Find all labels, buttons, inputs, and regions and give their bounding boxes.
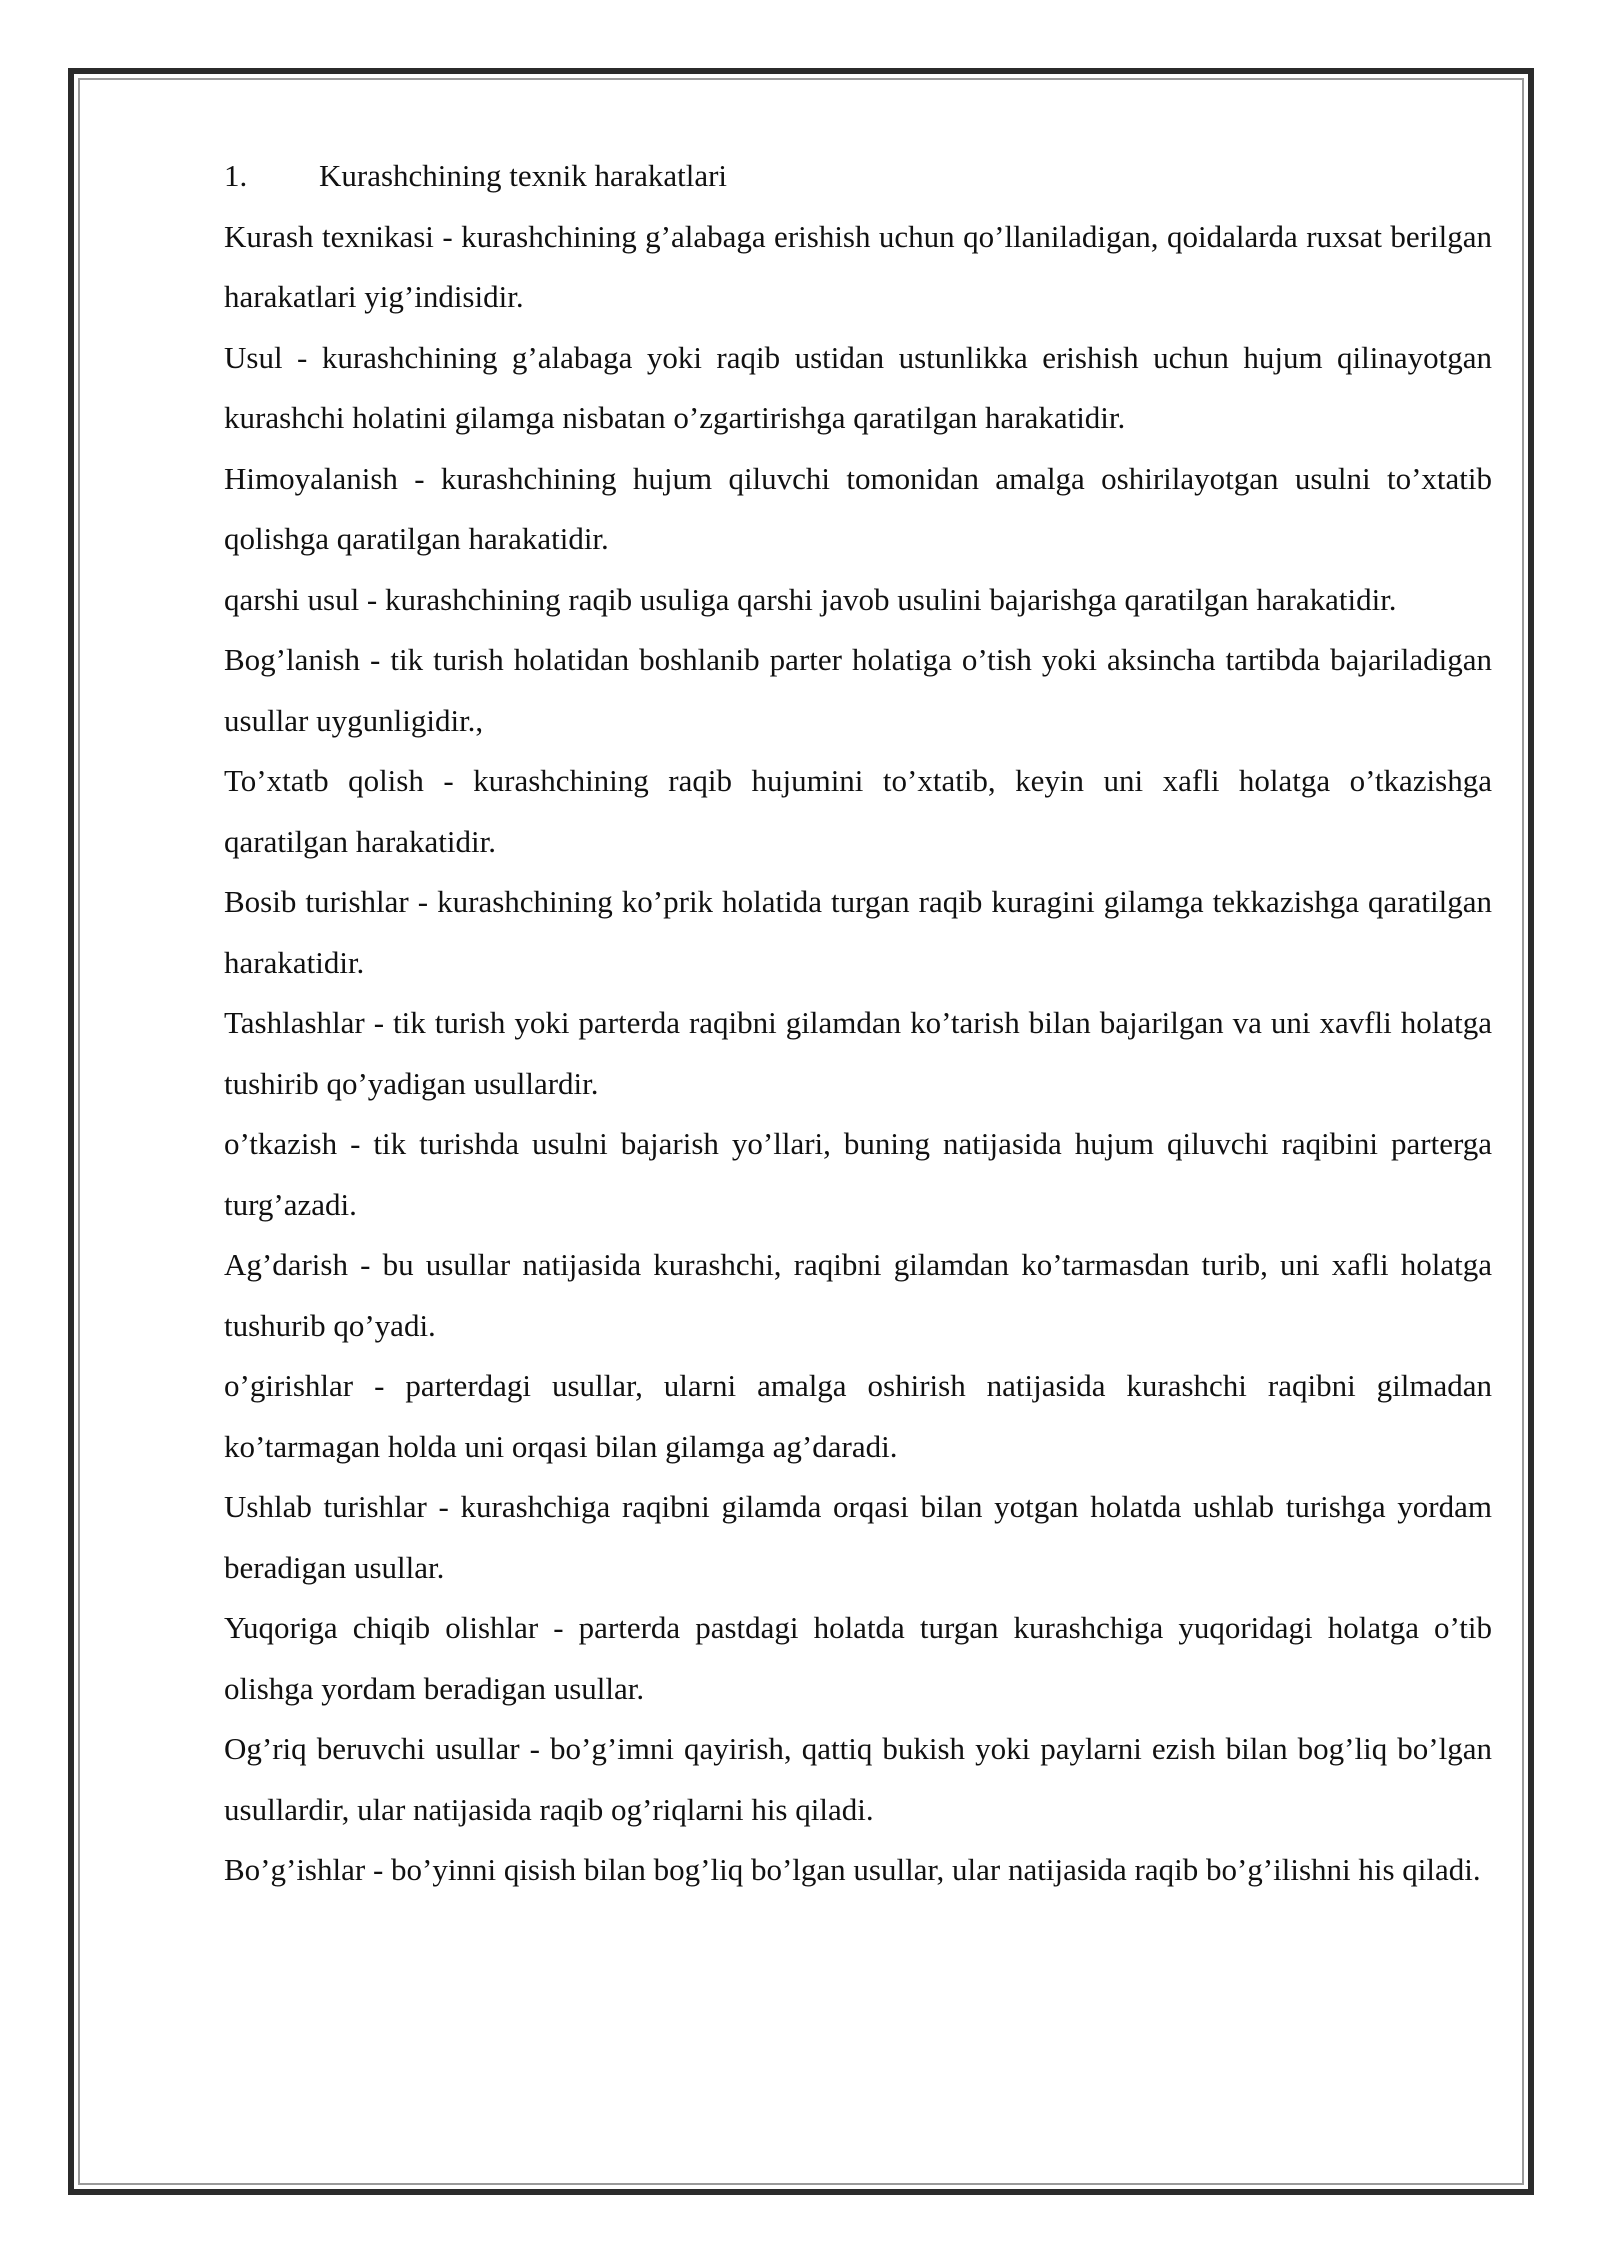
paragraph-tashlashlar: Tashlashlar - tik turish yoki parterda raqibni gilamdan ko’tarish bilan bajarilgan va uni xavfli holatga tushirib qo’yadigan usullardir. [224,1005,1492,1101]
paragraph-kurash-texnikasi: Kurash texnikasi - kurashchining g’alabaga erishish uchun qo’llaniladigan, qoidalarda ruxsat berilgan harakatlari yig’indisidir. [224,218,1492,314]
paragraph-ushlab-turishlar: Ushlab turishlar - kurashchiga raqibni gilamda orqasi bilan yotgan holatda ushlab turishga yordam beradigan usullar. [224,1489,1492,1585]
paragraph-bosib-turishlar: Bosib turishlar - kurashchining ko’prik holatida turgan raqib kuragini gilamga tekkazishga qaratilgan harakatidir. [224,884,1492,980]
paragraph-boglanish: Bog’lanish - tik turish holatidan boshlanib parter holatiga o’tish yoki aksincha tartibda bajariladigan usullar uygunligidir., [224,642,1492,738]
paragraph-ogirishlar: o’girishlar - parterdagi usullar, ularni amalga oshirish natijasida kurashchi raqibni gilmadan ko’tarmagan holda uni orqasi bilan gilamga ag’daradi. [224,1368,1492,1464]
paragraph-ogriq-beruvchi: Og’riq beruvchi usullar - bo’g’imni qayirish, qattiq bukish yoki paylarni ezish bilan bog’liq bo’lgan usullardir, ular natijasida raqib og’riqlarni his qiladi. [224,1731,1492,1827]
section-number: 1. [224,158,248,193]
paragraph-bogishlar: Bo’g’ishlar - bo’yinni qisish bilan bog’liq bo’lgan usullar, ular natijasida raqib bo’g’ilishni his qiladi. [224,1852,1481,1887]
paragraph-qarshi-usul: qarshi usul - kurashchining raqib usuliga qarshi javob usulini bajarishga qaratilgan harakatidir. [224,581,1397,617]
paragraph-yuqoriga-chiqib: Yuqoriga chiqib olishlar - parterda pastdagi holatda turgan kurashchiga yuqoridagi holatga o’tib olishga yordam beradigan usullar. [224,1610,1492,1706]
paragraph-himoyalanish: Himoyalanish - kurashchining hujum qiluvchi tomonidan amalga oshirilayotgan usulni to’xtatib qolishga qaratilgan harakatidir. [224,460,1492,556]
section-title: Kurashchining texnik harakatlari [319,158,728,193]
paragraph-toxtatb-qolish: To’xtatb qolish - kurashchining raqib hujumini to’xtatib, keyin uni xafli holatga o’tkazishga qaratilgan harakatidir. [224,763,1492,859]
paragraph-agdarish: Ag’darish - bu usullar natijasida kurashchi, raqibni gilamdan ko’tarmasdan turib, uni xafli holatga tushurib qo’yadi. [224,1247,1492,1343]
paragraph-otkazish: o’tkazish - tik turishda usulni bajarish yo’llari, buning natijasida hujum qiluvchi raqibini parterga turg’azadi. [224,1126,1492,1222]
paragraph-usul: Usul - kurashchining g’alabaga yoki raqib ustidan ustunlikka erishish uchun hujum qilinayotgan kurashchi holatini gilamga nisbatan o’zgartirishga qaratilgan harakatidir. [224,339,1492,435]
section-heading [224,146,1492,207]
document-body [224,146,1492,1901]
